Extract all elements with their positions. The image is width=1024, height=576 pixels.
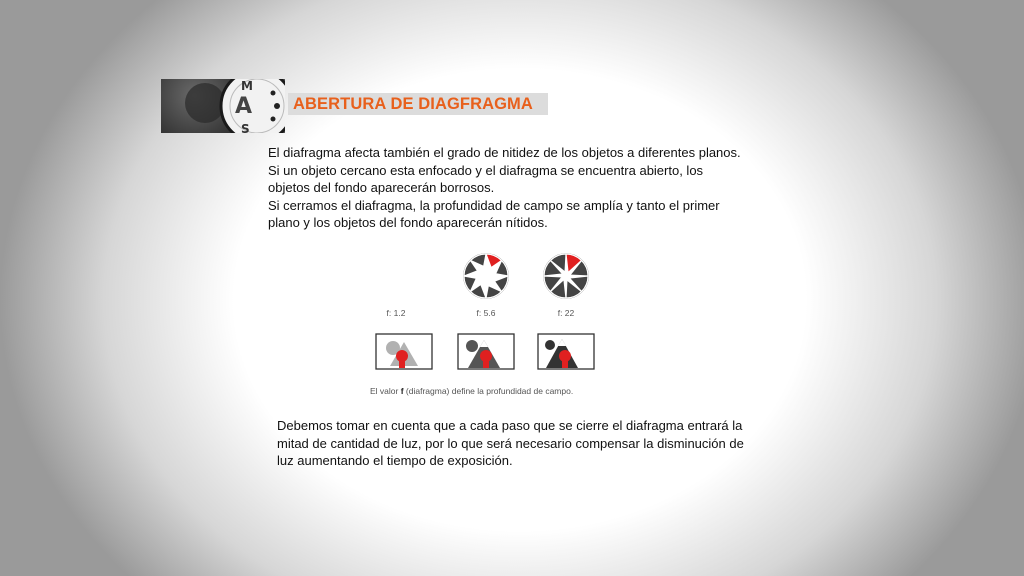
dial-letter-s: S xyxy=(241,122,250,133)
title-bar xyxy=(288,93,548,115)
scene-shallow-dof xyxy=(376,334,432,369)
dial-letter-m: M xyxy=(241,79,253,93)
intro-paragraph xyxy=(268,144,741,232)
caption-part: El valor xyxy=(370,386,401,396)
scene-medium-dof xyxy=(458,334,514,369)
mode-dial-image xyxy=(161,79,285,133)
aperture-label: f: 5.6 xyxy=(476,308,496,318)
text-line: luz aumentando el tiempo de exposición. xyxy=(277,453,513,468)
mode-dial-svg xyxy=(161,79,285,133)
text-line: mitad de cantidad de luz, por lo que será necesario compensar la disminución de xyxy=(277,435,744,451)
page-title: ABERTURA DE DIAGFRAGMA xyxy=(293,95,533,113)
aperture-ring xyxy=(374,254,418,298)
text-line: Si un objeto cercano esta enfocado y el diafragma se encuentra abierto, los xyxy=(268,162,704,178)
caption-bold: f xyxy=(400,386,404,396)
aperture-opening xyxy=(377,257,415,295)
scene-deep-dof xyxy=(538,334,594,369)
aperture-ring xyxy=(464,254,508,298)
aperture-figure xyxy=(360,244,610,402)
exposure-paragraph xyxy=(277,417,744,470)
aperture-ring xyxy=(544,254,588,298)
text-line: Debemos tomar en cuenta que a cada paso que se cierre el diafragma entrará la xyxy=(277,418,743,433)
aperture-label: f: 22 xyxy=(557,308,575,318)
aperture-figure-svg xyxy=(360,244,610,402)
aperture-label: f: 1.2 xyxy=(386,308,406,318)
caption-part: (diafragma) define la profundidad de campo. xyxy=(403,386,574,396)
text-line: objetos del fondo aparecerán borrosos. xyxy=(268,180,495,195)
figure-caption xyxy=(370,386,573,396)
text-line: Si cerramos el diafragma, la profundidad de campo se amplía y tanto el primer xyxy=(268,197,720,213)
dial-letter-a: A xyxy=(235,94,253,119)
text-line: El diafragma afecta también el grado de nitidez de los objetos a diferentes planos. xyxy=(268,145,741,160)
text-line: plano y los objetos del fondo aparecerán nítidos. xyxy=(268,215,548,230)
